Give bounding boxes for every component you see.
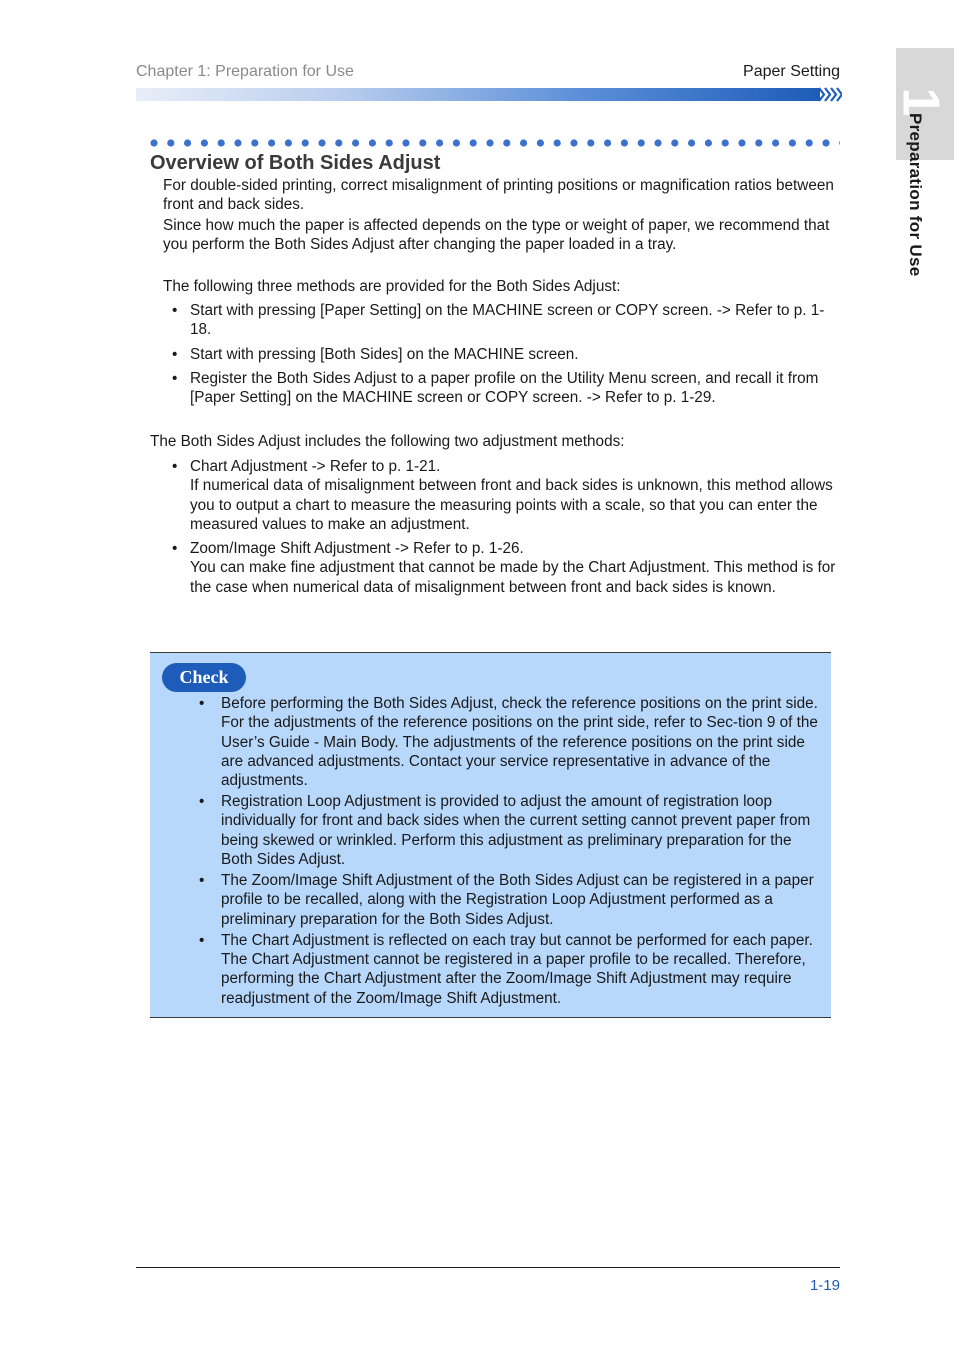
divider-dot [755,139,762,146]
chapter-side-label: Preparation for Use [906,113,925,277]
divider-dot [436,139,443,146]
divider-dot [335,139,342,146]
divider-dot [352,139,359,146]
divider-dot [806,139,813,146]
adjustments-list [163,457,843,597]
divider-dot [402,139,409,146]
divider-dot [738,139,745,146]
divider-dot [705,139,712,146]
section-title: Overview of Both Sides Adjust [150,152,441,174]
divider-dot [654,139,661,146]
adjustment-body: You can make fine adjustment that cannot be made by the Chart Adjustment. This method is for the case when numerical data of misalignment between front and back sides is known. [190,559,836,596]
divider-dot [470,139,477,146]
header-gradient-bar [136,88,820,101]
list-item: • The Zoom/Image Shift Adjustment of the Both Sides Adjust can be registered in a paper profile to be recalled, along with the Registration Loop Adjustment performed as a preliminary preparation for the Both Sides Adjust. [193,871,818,929]
divider-dot [503,139,510,146]
divider-dot [587,139,594,146]
divider-dot [419,139,426,146]
header-section: Paper Setting [743,63,840,80]
divider-dot [369,139,376,146]
list-item: • Register the Both Sides Adjust to a paper profile on the Utility Menu screen, and recall it from [Paper Setting] on the MACHINE screen or COPY screen. -> Refer to p. 1-29. [163,369,843,408]
adjustment-body: If numerical data of misalignment between front and back sides is unknown, this method allows you to output a chart to measure the measuring points with a scale, so that you can enter the measured values to make an adjustment. [190,477,833,533]
divider-dot [285,139,292,146]
adjust-intro: The Both Sides Adjust includes the following two adjustment methods: [150,433,625,450]
divider-dot [184,139,191,146]
divider-dot [722,139,729,146]
divider-dot [302,139,309,146]
divider-dot [150,139,157,146]
methods-intro: The following three methods are provided for the Both Sides Adjust: [163,278,621,295]
list-item [163,457,843,534]
methods-list [163,301,843,407]
divider-dot [453,139,460,146]
divider-dot [604,139,611,146]
check-list [193,694,818,1010]
page-number: 1-19 [809,1277,840,1294]
divider-dot [268,139,275,146]
divider-dot [234,139,241,146]
chevrons-right-icon [818,86,842,103]
divider-dot [638,139,645,146]
intro-paragraph-1: For double-sided printing, correct misalignment of printing positions or magnification ratios between front and back sides. [163,177,834,214]
divider-dot [570,139,577,146]
divider-dot [671,139,678,146]
check-badge: Check [162,663,246,692]
divider-dot [386,139,393,146]
divider-dot [251,139,258,146]
dotted-divider [150,137,840,149]
divider-dot [772,139,779,146]
list-item: • Registration Loop Adjustment is provided to adjust the amount of registration loop individually for front and back sides when the current setting cannot prevent paper from being skewed or wrinkled. Perform this adjustment as preliminary preparation for the Both Sides Adjust. [193,792,818,869]
list-item: • Start with pressing [Paper Setting] on the MACHINE screen or COPY screen. -> Refer to p. 1-18. [163,301,843,340]
divider-dot [554,139,561,146]
divider-dot [537,139,544,146]
footer-rule [136,1267,840,1268]
list-item: • The Chart Adjustment is reflected on each tray but cannot be performed for each paper. The Chart Adjustment cannot be registered in a paper profile to be recalled. Therefore, performing the Chart Adjustment after the Zoom/Image Shift Adjustment may require readjustment of the Zoom/Image Shift Adjustment. [193,931,818,1008]
divider-dot [688,139,695,146]
divider-dot [318,139,325,146]
list-item: • Start with pressing [Both Sides] on the MACHINE screen. [163,345,843,364]
intro-paragraph-2: Since how much the paper is affected depends on the type or weight of paper, we recommend that you perform the Both Sides Adjust after changing the paper loaded in a tray. [163,217,830,254]
chapter-number: 1 [891,87,950,117]
list-item [163,539,843,597]
adjustment-head: • Zoom/Image Shift Adjustment -> Refer to p. 1-26. [190,540,524,558]
divider-dot [789,139,796,146]
divider-dot [520,139,527,146]
divider-dot [822,139,829,146]
adjustment-head: • Chart Adjustment -> Refer to p. 1-21. [190,458,441,475]
divider-dot [839,139,840,146]
divider-dot [621,139,628,146]
divider-dot [167,139,174,146]
divider-dot [201,139,208,146]
divider-dot [218,139,225,146]
header-chapter: Chapter 1: Preparation for Use [136,63,354,80]
divider-dot [486,139,493,146]
list-item: • Before performing the Both Sides Adjust, check the reference positions on the print side. For the adjustments of the reference positions on the print side, refer to Sec-tion 9 of the User’s Guide - Main Body. The adjustments of the reference positions on the print side are advanced adjustments. Contact your service representative in advance of the adjustments. [193,694,818,790]
